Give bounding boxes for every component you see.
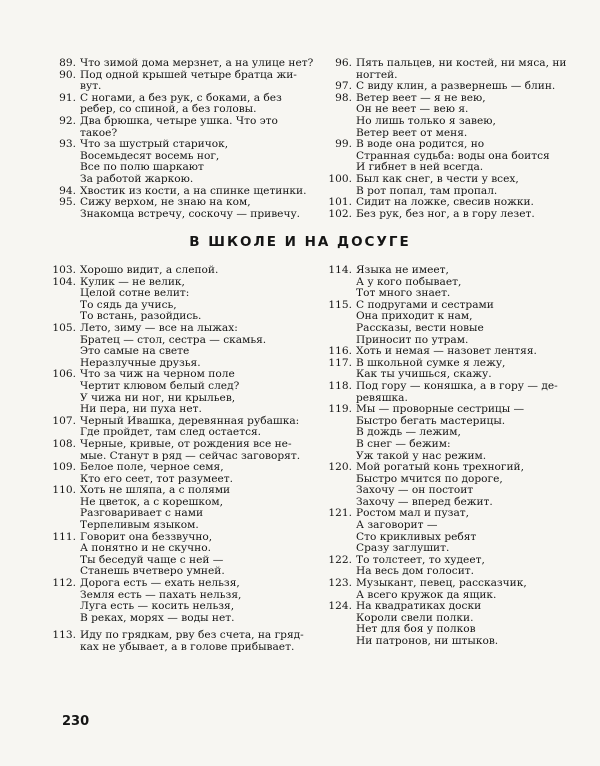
riddle-number: 89. bbox=[59, 57, 76, 69]
riddle-line: Без рук, без ног, а в гору лезет. bbox=[356, 207, 535, 220]
riddle-line: Сразу заглушит. bbox=[356, 542, 450, 555]
riddle-line: Черный Ивашка, деревянная рубашка: bbox=[80, 414, 300, 427]
riddle-item bbox=[46, 532, 316, 578]
riddle-text bbox=[356, 197, 562, 209]
riddle-text bbox=[356, 358, 562, 381]
riddle-item bbox=[46, 277, 316, 323]
riddle-number: 107. bbox=[52, 414, 76, 427]
riddle-text bbox=[80, 58, 316, 70]
riddle-line: ревяшка. bbox=[356, 391, 408, 404]
riddle-line: ногтей. bbox=[356, 68, 398, 81]
riddle-line: Хорошо видит, а слепой. bbox=[80, 264, 219, 276]
riddle-number: 122. bbox=[328, 553, 352, 566]
riddle-number: 113. bbox=[52, 629, 76, 642]
section-heading: В ШКОЛЕ И НА ДОСУГЕ bbox=[189, 234, 411, 250]
riddle-line: Восемьдесят восемь ног, bbox=[80, 149, 220, 162]
riddle-line: На весь дом голосит. bbox=[356, 565, 474, 578]
riddle-text bbox=[356, 139, 562, 174]
riddle-item bbox=[322, 139, 562, 174]
riddle-line: А заговорит — bbox=[356, 519, 438, 532]
riddle-line: мые. Станут в ряд — сейчас заговорят. bbox=[80, 449, 301, 462]
riddle-number: 108. bbox=[52, 437, 76, 450]
riddle-text bbox=[356, 601, 562, 647]
riddle-number: 119. bbox=[328, 403, 352, 416]
riddle-text bbox=[356, 404, 562, 462]
riddle-text bbox=[80, 439, 316, 462]
riddle-item bbox=[322, 578, 562, 601]
riddle-text bbox=[80, 485, 316, 531]
riddle-item bbox=[46, 439, 316, 462]
riddle-line: Терпеливым языком. bbox=[80, 519, 199, 532]
riddle-line: Что за шустрый старичок, bbox=[80, 138, 229, 151]
riddle-number: 96. bbox=[335, 57, 352, 69]
riddle-number: 114. bbox=[328, 264, 352, 276]
riddle-line: У чижа ни ног, ни крыльев, bbox=[80, 391, 236, 404]
riddle-line: Под одной крышей четыре братца жи- bbox=[80, 68, 297, 81]
riddle-line: Дорога есть — ехать нельзя, bbox=[80, 577, 240, 590]
riddle-number: 111. bbox=[52, 530, 76, 543]
riddle-number: 117. bbox=[328, 356, 352, 369]
riddle-line: И гибнет в ней всегда. bbox=[356, 161, 484, 174]
riddle-text bbox=[356, 508, 562, 554]
riddle-item bbox=[46, 462, 316, 485]
riddle-text bbox=[80, 265, 316, 277]
riddle-line: То толстеет, то худеет, bbox=[356, 553, 485, 566]
riddle-text bbox=[80, 416, 316, 439]
riddle-line: Ни пера, ни пуха нет. bbox=[80, 403, 202, 416]
riddle-number: 112. bbox=[52, 577, 76, 590]
riddle-line: На квадратиках доски bbox=[356, 600, 482, 613]
riddle-line: Два брюшка, четыре ушка. Что это bbox=[80, 114, 278, 127]
riddle-item bbox=[322, 555, 562, 578]
riddle-line: В рот попал, там пропал. bbox=[356, 184, 498, 197]
riddle-number: 98. bbox=[335, 91, 352, 104]
riddle-item bbox=[46, 265, 316, 277]
riddle-item bbox=[322, 346, 562, 358]
riddle-item bbox=[322, 93, 562, 139]
riddle-line: Станешь вчетверо умней. bbox=[80, 565, 225, 578]
riddle-line: Он не веет — вею я. bbox=[356, 103, 469, 116]
riddle-line: Ни патронов, ни штыков. bbox=[356, 635, 499, 647]
riddle-line: Не цветок, а с корешком, bbox=[80, 495, 224, 508]
riddle-line: Целой сотне велит: bbox=[80, 287, 190, 300]
riddle-line: вут. bbox=[80, 80, 102, 93]
riddle-line: В школьной сумке я лежу, bbox=[356, 356, 506, 369]
riddle-text bbox=[356, 265, 562, 300]
riddle-item bbox=[46, 578, 316, 624]
riddle-number: 92. bbox=[59, 114, 76, 127]
riddle-number: 93. bbox=[59, 138, 76, 151]
riddle-line: Под гору — коняшка, а в гору — де- bbox=[356, 379, 558, 392]
riddle-text bbox=[80, 139, 316, 185]
riddle-line: Мой рогатый конь трехногий, bbox=[356, 461, 524, 474]
riddle-text bbox=[356, 462, 562, 508]
riddle-text bbox=[356, 93, 562, 139]
riddle-text bbox=[356, 209, 562, 221]
riddle-line: Где пройдет, там след остается. bbox=[80, 426, 262, 439]
riddle-item bbox=[322, 601, 562, 647]
riddle-line: Быстро бегать мастерицы. bbox=[356, 414, 506, 427]
riddle-line: Пять пальцев, ни костей, ни мяса, ни bbox=[356, 57, 567, 69]
riddle-item bbox=[322, 358, 562, 381]
riddle-line: Чертит клювом белый след? bbox=[80, 379, 240, 392]
riddle-line: С виду клин, а развернешь — блин. bbox=[356, 80, 556, 93]
riddle-line: Захочу — вперед бежит. bbox=[356, 495, 493, 508]
riddle-item bbox=[322, 209, 562, 221]
riddle-line: Сижу верхом, не знаю на ком, bbox=[80, 196, 251, 209]
riddle-number: 106. bbox=[52, 368, 76, 381]
riddle-line: Разговаривает с нами bbox=[80, 507, 204, 520]
page-number: 230 bbox=[62, 714, 90, 729]
riddle-text bbox=[80, 277, 316, 323]
riddle-line: Хвостик из кости, а на спинке щетинки. bbox=[80, 184, 307, 197]
riddle-line: Все по полю шаркают bbox=[80, 161, 204, 174]
column-top-left bbox=[46, 58, 316, 220]
riddle-text bbox=[80, 93, 316, 116]
riddle-line: ребер, со спиной, а без головы. bbox=[80, 103, 257, 116]
riddle-text bbox=[356, 300, 562, 346]
riddle-number: 95. bbox=[59, 196, 76, 209]
riddle-text bbox=[80, 630, 316, 653]
riddle-item bbox=[46, 93, 316, 116]
riddle-line: Знакомца встречу, соскочу — привечу. bbox=[80, 207, 301, 220]
riddle-line: Ты беседуй чаще с ней — bbox=[80, 553, 224, 566]
riddle-number: 91. bbox=[59, 91, 76, 104]
riddle-line: такое? bbox=[80, 126, 118, 139]
riddle-item bbox=[322, 508, 562, 554]
riddle-line: Приносит по утрам. bbox=[356, 333, 469, 346]
riddle-line: Сидит на ложке, свесив ножки. bbox=[356, 196, 534, 209]
riddle-line: С подругами и сестрами bbox=[356, 298, 494, 311]
riddle-line: Хоть и немая — назовет лентяя. bbox=[356, 345, 537, 358]
riddle-text bbox=[356, 174, 562, 197]
riddle-text bbox=[80, 369, 316, 415]
riddle-line: В дождь — лежим, bbox=[356, 426, 461, 439]
riddle-number: 104. bbox=[52, 275, 76, 288]
riddle-line: В воде она родится, но bbox=[356, 138, 485, 151]
riddle-text bbox=[356, 346, 562, 358]
riddle-line: Был как снег, в чести у всех, bbox=[356, 172, 519, 185]
riddle-text bbox=[80, 70, 316, 93]
riddle-item bbox=[46, 197, 316, 220]
riddle-line: Она приходит к нам, bbox=[356, 310, 473, 323]
riddle-line: Говорит она беззвучно, bbox=[80, 530, 213, 543]
riddle-line: Белое поле, черное семя, bbox=[80, 461, 224, 474]
riddle-line: Как ты учишься, скажу. bbox=[356, 368, 492, 381]
riddle-line: А всего кружок да ящик. bbox=[356, 588, 497, 601]
riddle-item bbox=[322, 462, 562, 508]
riddle-number: 115. bbox=[328, 298, 352, 311]
riddle-item bbox=[46, 323, 316, 369]
riddle-number: 123. bbox=[328, 577, 352, 590]
riddle-line: Хоть не шляпа, а с полями bbox=[80, 484, 231, 497]
riddle-number: 110. bbox=[52, 484, 76, 497]
riddle-line: В снег — бежим: bbox=[356, 437, 451, 450]
riddle-text bbox=[80, 462, 316, 485]
riddle-line: Братец — стол, сестра — скамья. bbox=[80, 333, 267, 346]
riddle-number: 94. bbox=[59, 184, 76, 197]
riddle-text bbox=[356, 578, 562, 601]
riddle-text bbox=[356, 58, 566, 81]
riddle-line: Нет для боя у полков bbox=[356, 623, 476, 636]
riddle-line: Что зимой дома мерзнет, а на улице нет? bbox=[80, 57, 314, 69]
riddle-line: Сто крикливых ребят bbox=[356, 530, 477, 543]
riddle-line: То сядь да учись, bbox=[80, 298, 177, 311]
riddle-number: 124. bbox=[328, 600, 352, 613]
riddle-line: Ветер веет — я не вею, bbox=[356, 91, 486, 104]
riddle-line: Неразлучные друзья. bbox=[80, 356, 201, 369]
riddle-line: Что за чиж на черном поле bbox=[80, 368, 235, 381]
riddle-text bbox=[80, 197, 316, 220]
riddle-number: 102. bbox=[328, 207, 352, 220]
riddle-line: Лето, зиму — все на лыжах: bbox=[80, 321, 238, 334]
riddle-item bbox=[46, 116, 316, 139]
riddle-number: 101. bbox=[328, 196, 352, 209]
riddle-item bbox=[322, 300, 562, 346]
riddle-item bbox=[322, 57, 567, 81]
riddle-number: 118. bbox=[328, 379, 352, 392]
riddle-line: Земля есть — пахать нельзя, bbox=[80, 588, 242, 601]
riddle-item bbox=[46, 139, 316, 185]
riddle-number: 116. bbox=[328, 345, 352, 358]
riddle-number: 121. bbox=[328, 507, 352, 520]
riddle-line: Тот много знает. bbox=[356, 287, 451, 300]
riddle-item bbox=[46, 485, 316, 531]
riddle-number: 105. bbox=[52, 321, 76, 334]
riddle-item bbox=[46, 58, 316, 70]
riddle-line: То встань, разойдись. bbox=[80, 310, 202, 323]
riddle-line: ках не убывает, а в голове прибывает. bbox=[80, 641, 295, 653]
column-bottom-left bbox=[46, 265, 316, 654]
riddle-item bbox=[322, 265, 562, 300]
riddle-item bbox=[322, 174, 562, 197]
riddle-item bbox=[322, 404, 562, 462]
riddle-text bbox=[80, 116, 316, 139]
riddle-line: Мы — проворные сестрицы — bbox=[356, 403, 525, 416]
riddle-text bbox=[80, 532, 316, 578]
riddle-line: Но лишь только я завею, bbox=[356, 114, 496, 127]
riddle-line: Это самые на свете bbox=[80, 345, 190, 358]
riddle-line: Иду по грядкам, рву без счета, на гряд- bbox=[80, 629, 304, 642]
riddle-number: 109. bbox=[52, 461, 76, 474]
riddle-line: Музыкант, певец, рассказчик, bbox=[356, 577, 527, 590]
riddle-text bbox=[356, 555, 562, 578]
riddle-line: Захочу — он постоит bbox=[356, 484, 474, 497]
riddle-item bbox=[322, 381, 562, 404]
riddle-line: Кулик — не велик, bbox=[80, 275, 185, 288]
riddle-number: 100. bbox=[328, 172, 352, 185]
riddle-line: В реках, морях — воды нет. bbox=[80, 611, 235, 624]
riddle-line: Ростом мал и пузат, bbox=[356, 507, 469, 520]
riddle-line: Ветер веет от меня. bbox=[356, 126, 468, 139]
riddle-text bbox=[356, 381, 562, 404]
riddle-item bbox=[46, 70, 316, 93]
riddle-number: 99. bbox=[335, 138, 352, 151]
riddle-line: Черные, кривые, от рождения все не- bbox=[80, 437, 292, 450]
column-top-right bbox=[322, 57, 567, 220]
riddle-line: Языка не имеет, bbox=[356, 264, 449, 276]
riddle-line: С ногами, а без рук, с боками, а без bbox=[80, 91, 282, 104]
riddle-line: Странная судьба: воды она боится bbox=[356, 149, 550, 162]
riddle-item bbox=[322, 197, 562, 209]
riddle-line: Рассказы, вести новые bbox=[356, 321, 484, 334]
riddle-number: 97. bbox=[335, 80, 352, 93]
riddle-line: Быстро мчится по дороге, bbox=[356, 472, 503, 485]
riddle-line: А у кого побывает, bbox=[356, 275, 462, 288]
riddle-line: А понятно и не скучно. bbox=[80, 542, 211, 555]
riddle-item bbox=[46, 630, 316, 653]
riddle-line: За работой жаркою. bbox=[80, 172, 194, 185]
riddle-item bbox=[46, 416, 316, 439]
riddle-line: Луга есть — косить нельзя, bbox=[80, 600, 235, 613]
column-bottom-right bbox=[322, 265, 562, 648]
riddle-number: 103. bbox=[52, 264, 76, 276]
riddle-number: 120. bbox=[328, 461, 352, 474]
riddle-line: Уж такой у нас режим. bbox=[356, 449, 487, 462]
riddle-line: Короли свели полки. bbox=[356, 611, 474, 624]
riddle-item bbox=[46, 369, 316, 415]
riddle-line: Кто его сеет, тот разумеет. bbox=[80, 472, 234, 485]
riddle-text bbox=[80, 578, 316, 624]
riddle-text bbox=[80, 323, 316, 369]
riddle-number: 90. bbox=[59, 68, 76, 81]
